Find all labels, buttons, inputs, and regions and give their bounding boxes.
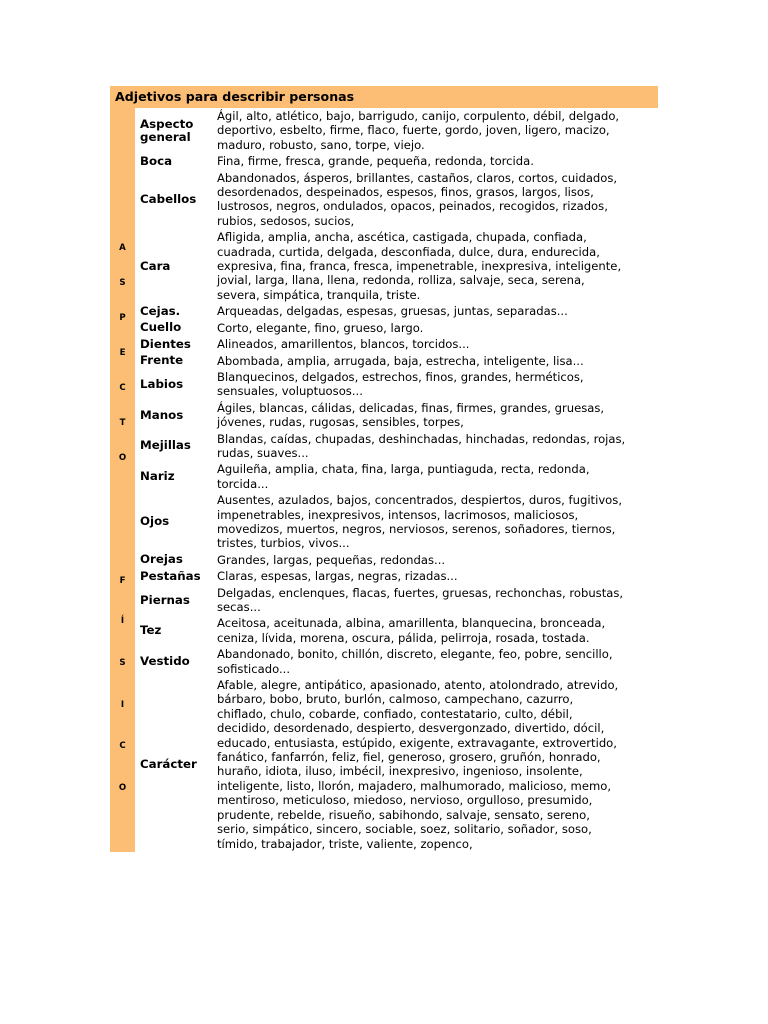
table-row bbox=[135, 320, 658, 336]
row-adjectives: Grandes, largas, pequeñas, redondas... bbox=[217, 552, 446, 567]
row-term: Cabellos bbox=[140, 191, 197, 206]
table-row bbox=[135, 677, 658, 852]
side-letter: C bbox=[119, 741, 126, 751]
table-row bbox=[135, 552, 658, 568]
rows bbox=[135, 108, 658, 852]
table-row bbox=[135, 492, 658, 552]
row-adjectives: Arqueadas, delgadas, espesas, gruesas, juntas, separadas... bbox=[217, 304, 568, 319]
row-adjectives: Claras, espesas, largas, negras, rizadas... bbox=[217, 569, 458, 584]
row-adjectives: Ágil, alto, atlético, bajo, barrigudo, canijo, corpulento, débil, delgado, deportivo, esbelto, firme, flaco, fuerte, gordo, joven, ligero, macizo, maduro, robusto, sano, torpe, viejo. bbox=[217, 109, 620, 152]
table-title: Adjetivos para describir personas bbox=[110, 86, 658, 108]
row-term: Orejas bbox=[140, 552, 183, 567]
table-row bbox=[135, 153, 658, 169]
row-adjectives: Blandas, caídas, chupadas, deshinchadas, hinchadas, redondas, rojas, rudas, suaves... bbox=[217, 431, 626, 460]
row-term: Dientes bbox=[140, 336, 191, 351]
table-row bbox=[135, 229, 658, 303]
row-term: Cuello bbox=[140, 320, 182, 335]
row-term: Vestido bbox=[140, 654, 190, 669]
row-term: Ojos bbox=[140, 514, 170, 529]
table-row bbox=[135, 336, 658, 352]
adjectives-table bbox=[110, 86, 658, 852]
row-term: Mejillas bbox=[140, 438, 191, 453]
row-term: Frente bbox=[140, 353, 184, 368]
row-term: Aspecto general bbox=[140, 116, 194, 144]
table-row bbox=[135, 108, 658, 153]
row-adjectives: Afligida, amplia, ancha, ascética, castigada, chupada, confiada, cuadrada, curtida, delgada, desconfiada, dulce, dura, endurecida, expresiva, fina, franca, fresca, impenetrable, inexpresiva, inteligente, jovial, larga, llana, llena, redonda, rolliza, salvaje, seca, serena, severa, simpática, tranquila, triste. bbox=[217, 230, 622, 302]
side-letter: A bbox=[119, 243, 126, 253]
row-adjectives: Ausentes, azulados, bajos, concentrados, despiertos, duros, fugitivos, impenetrables, inexpresivos, intensos, lacrimosos, maliciosos, movedizos, muertos, negros, nerviosos, serenos, soñadores, tiernos, tristes, turbios, vivos... bbox=[217, 493, 622, 551]
row-adjectives: Alineados, amarillentos, blancos, torcidos... bbox=[217, 337, 470, 352]
row-adjectives: Abandonados, ásperos, brillantes, castaños, claros, cortos, cuidados, desordenados, despeinados, espesos, finos, grasos, largos, lisos, lustrosos, negros, ondulados, opacos, peinados, recogidos, rizados, rubios, sedosos, sucios, bbox=[217, 170, 618, 228]
side-letter: Í bbox=[120, 616, 125, 626]
side-letter: I bbox=[120, 700, 125, 710]
row-adjectives: Corto, elegante, fino, grueso, largo. bbox=[217, 320, 424, 335]
row-term: Manos bbox=[140, 407, 184, 422]
row-term: Carácter bbox=[140, 756, 197, 771]
table-row bbox=[135, 585, 658, 616]
table-row bbox=[135, 353, 658, 369]
side-letter: O bbox=[118, 453, 127, 463]
row-term: Cara bbox=[140, 258, 171, 273]
table-row bbox=[135, 303, 658, 319]
table-row bbox=[135, 369, 658, 400]
table-row bbox=[135, 400, 658, 431]
side-letter: O bbox=[118, 783, 127, 793]
row-adjectives: Ágiles, blancas, cálidas, delicadas, finas, firmes, grandes, gruesas, jóvenes, rudas, rugosas, sensibles, torpes, bbox=[217, 400, 605, 430]
row-term: Piernas bbox=[140, 592, 190, 607]
row-adjectives: Aceitosa, aceitunada, albina, amarillenta, blanquecina, bronceada, ceniza, lívida, morena, oscura, pálida, pelirroja, rosada, tostada. bbox=[217, 616, 606, 645]
table-row bbox=[135, 646, 658, 677]
side-letter: T bbox=[119, 418, 126, 428]
row-adjectives: Delgadas, enclenques, flacas, fuertes, gruesas, rechonchas, robustas, secas... bbox=[217, 585, 624, 614]
side-letter: S bbox=[119, 278, 126, 288]
row-adjectives: Abombada, amplia, arrugada, baja, estrecha, inteligente, lisa... bbox=[217, 353, 584, 368]
row-adjectives: Afable, alegre, antipático, apasionado, atento, atolondrado, atrevido, bárbaro, bobo, bruto, burlón, calmoso, campechano, cazurro, chiflado, chulo, cobarde, confiado, contestatario, culto, débil, decidido, desordenado, despierto, desvergonzado, divertido, dócil, educado, entusiasta, estúpido, exigente, extravagante, extrovertido, fanático, fanfarrón, feliz, fiel, generoso, grosero, gruñón, honrado, huraño, idiota, iluso, imbécil, inexpresivo, ingenioso, insolente, inteligente, listo, llorón, majadero, malhumorado, malicioso, memo, mentiroso, meticuloso, miedoso, nervioso, orgulloso, presumido, prudente, rebelde, risueño, sabihondo, salvaje, sensato, sereno, serio, simpático, sincero, sociable, soez, solitario, soñador, soso, tímido, trabajador, triste, valiente, zopenco, bbox=[217, 678, 619, 851]
side-letter: F bbox=[119, 576, 126, 586]
row-term: Cejas. bbox=[140, 303, 181, 318]
side-letter: P bbox=[119, 313, 126, 323]
row-term: Nariz bbox=[140, 469, 175, 484]
side-column-aspecto-fisico bbox=[110, 108, 135, 852]
side-letter: C bbox=[119, 383, 126, 393]
table-row bbox=[135, 461, 658, 492]
row-adjectives: Aguileña, amplia, chata, fina, larga, puntiaguda, recta, redonda, torcida... bbox=[217, 462, 590, 491]
row-term: Pestañas bbox=[140, 568, 201, 583]
row-adjectives: Fina, firme, fresca, grande, pequeña, redonda, torcida. bbox=[217, 154, 534, 169]
row-adjectives: Blanquecinos, delgados, estrechos, finos, grandes, herméticos, sensuales, voluptuosos... bbox=[217, 369, 584, 399]
row-adjectives: Abandonado, bonito, chillón, discreto, elegante, feo, pobre, sencillo, sofisticado... bbox=[217, 647, 613, 676]
side-letter: S bbox=[119, 658, 126, 668]
table-row bbox=[135, 170, 658, 230]
table-row bbox=[135, 431, 658, 462]
table-row bbox=[135, 568, 658, 584]
side-letter: E bbox=[119, 348, 126, 358]
row-term: Boca bbox=[140, 153, 173, 168]
row-term: Labios bbox=[140, 376, 184, 391]
table-row bbox=[135, 615, 658, 646]
row-term: Tez bbox=[140, 623, 162, 638]
